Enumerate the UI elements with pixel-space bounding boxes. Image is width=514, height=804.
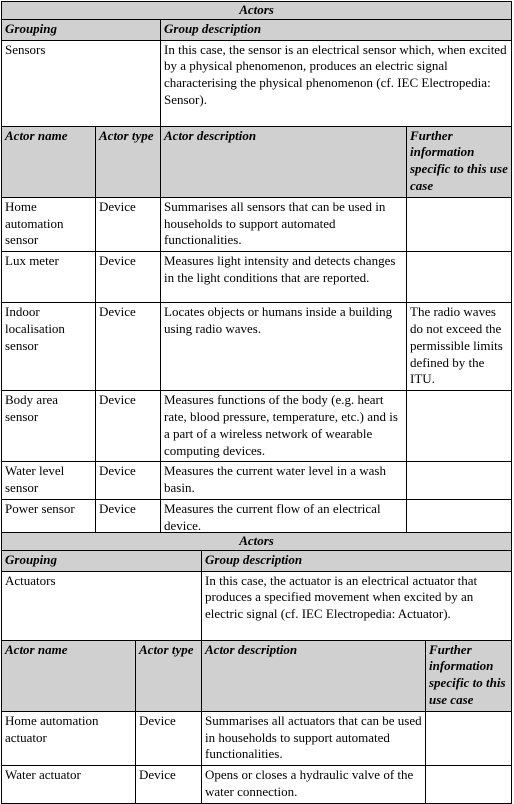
actor-description-cell: Locates objects or humans inside a building using radio waves. bbox=[161, 303, 407, 391]
actor-type-cell: Device bbox=[96, 462, 161, 500]
actor-description-cell: Measures light intensity and detects changes in the light conditions that are reported. bbox=[161, 252, 407, 303]
actuators-actors-table bbox=[1, 532, 512, 804]
column-header-further-information: Further information specific to this use case bbox=[426, 640, 512, 711]
actor-type-cell: Device bbox=[136, 711, 202, 765]
column-header-actor-description: Actor description bbox=[161, 126, 407, 197]
further-information-cell: The radio waves do not exceed the permissible limits defined by the ITU. bbox=[407, 303, 512, 391]
column-header-actor-description: Actor description bbox=[202, 640, 426, 711]
table-row bbox=[2, 766, 512, 804]
grouping-cell: Sensors bbox=[2, 40, 161, 126]
further-information-cell bbox=[426, 711, 512, 765]
grouping-header: Grouping bbox=[2, 19, 161, 40]
column-header-further-information: Further information specific to this use case bbox=[407, 126, 512, 197]
actor-name-cell: Body area sensor bbox=[2, 391, 96, 462]
further-information-cell bbox=[407, 197, 512, 251]
table-title: Actors bbox=[2, 2, 512, 20]
actor-description-cell: Measures the current water level in a wash basin. bbox=[161, 462, 407, 500]
table-title: Actors bbox=[2, 533, 512, 551]
group-description-header: Group description bbox=[161, 19, 512, 40]
actor-type-cell: Device bbox=[96, 391, 161, 462]
column-header-actor-name: Actor name bbox=[2, 640, 136, 711]
further-information-cell bbox=[407, 252, 512, 303]
column-header-actor-type: Actor type bbox=[136, 640, 202, 711]
actor-type-cell: Device bbox=[96, 499, 161, 537]
actor-description-cell: Measures functions of the body (e.g. heart rate, blood pressure, temperature, etc.) and is a part of a wireless network of wearable computing devices. bbox=[161, 391, 407, 462]
actor-description-cell: Summarises all actuators that can be used in households to support automated functionalities. bbox=[202, 711, 426, 765]
table-row bbox=[2, 711, 512, 765]
further-information-cell bbox=[407, 462, 512, 500]
table-row bbox=[2, 197, 512, 251]
actor-name-cell: Indoor localisation sensor bbox=[2, 303, 96, 391]
actor-type-cell: Device bbox=[96, 197, 161, 251]
table-row bbox=[2, 252, 512, 303]
grouping-header: Grouping bbox=[2, 550, 202, 571]
sensors-actors-table bbox=[1, 1, 512, 538]
actor-name-cell: Water level sensor bbox=[2, 462, 96, 500]
column-header-actor-name: Actor name bbox=[2, 126, 96, 197]
grouping-cell: Actuators bbox=[2, 571, 202, 640]
actor-type-cell: Device bbox=[96, 252, 161, 303]
group-description-header: Group description bbox=[202, 550, 512, 571]
actor-description-cell: Measures the current flow of an electrical device. bbox=[161, 499, 407, 537]
actor-name-cell: Home automation actuator bbox=[2, 711, 136, 765]
actor-name-cell: Home automation sensor bbox=[2, 197, 96, 251]
table-row bbox=[2, 391, 512, 462]
table-row bbox=[2, 303, 512, 391]
further-information-cell bbox=[407, 391, 512, 462]
actor-name-cell: Lux meter bbox=[2, 252, 96, 303]
actor-description-cell: Opens or closes a hydraulic valve of the water connection. bbox=[202, 766, 426, 804]
actor-name-cell: Power sensor bbox=[2, 499, 96, 537]
actor-description-cell: Summarises all sensors that can be used in households to support automated functionalities. bbox=[161, 197, 407, 251]
group-description-cell: In this case, the sensor is an electrical sensor which, when excited by a physical phenomenon, produces an electric signal characterising the physical phenomenon (cf. IEC Electropedia: Sensor). bbox=[161, 40, 512, 126]
actor-name-cell: Water actuator bbox=[2, 766, 136, 804]
actor-type-cell: Device bbox=[96, 303, 161, 391]
actor-type-cell: Device bbox=[136, 766, 202, 804]
table-row bbox=[2, 462, 512, 500]
column-header-actor-type: Actor type bbox=[96, 126, 161, 197]
further-information-cell bbox=[426, 766, 512, 804]
group-description-cell: In this case, the actuator is an electrical actuator that produces a specified movement when excited by an electric signal (cf. IEC Electropedia: Actuator). bbox=[202, 571, 512, 640]
